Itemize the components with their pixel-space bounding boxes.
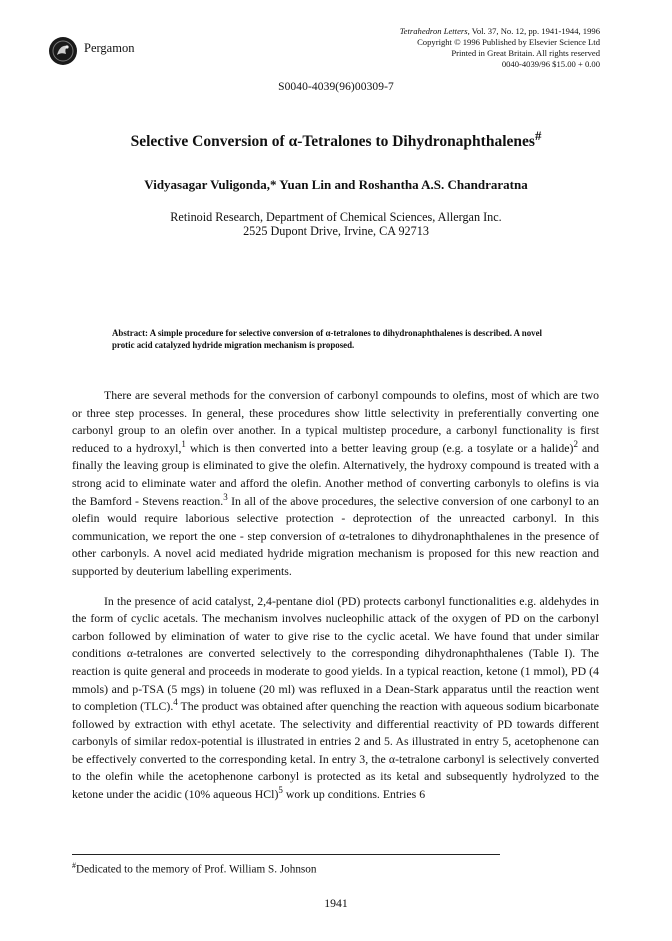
footnote-mark: # (72, 861, 76, 870)
printed-line: Printed in Great Britain. All rights reserved (451, 48, 600, 58)
affiliation (0, 210, 672, 238)
author-list: Vidyasagar Vuligonda,* Yuan Lin and Roshantha A.S. Chandraratna (144, 177, 528, 192)
paragraph-text: which is then converted into a better leaving group (e.g. a tosylate or a halide) (185, 440, 574, 455)
journal-citation (400, 26, 600, 37)
issn-price-line: 0040-4039/96 $15.00 + 0.00 (501, 59, 600, 69)
footnote-divider (72, 854, 500, 855)
affiliation-address: 2525 Dupont Drive, Irvine, CA 92713 (243, 224, 429, 238)
body-paragraph (72, 387, 599, 581)
reference-mark: 5 (278, 785, 283, 796)
publication-info (400, 26, 600, 70)
article-body (72, 387, 599, 804)
reference-mark: 2 (573, 438, 578, 449)
copyright-line: Copyright © 1996 Published by Elsevier Science Ltd (417, 37, 600, 47)
article-title (0, 128, 672, 151)
affiliation-line: Retinoid Research, Department of Chemical Sciences, Allergan Inc. (170, 210, 502, 224)
paragraph-text: work up conditions. Entries 6 (282, 787, 426, 802)
paragraph-text: In all of the above procedures, the selective conversion of one carbonyl to an olefin would require laborious selective protection - deprotection of the unreacted carbonyl. In this communication, we report the one - step conversion of α-tetralones to dihydronaphthalenes in the presence of other carbonyls. A novel acid mediated hydride migration mechanism is proposed for this new reaction and supported by deuterium labelling experiments. (72, 493, 599, 578)
footnote-text: Dedicated to the memory of Prof. William S. Johnson (76, 863, 317, 876)
paragraph-text: In the presence of acid catalyst, 2,4-pentane diol (PD) protects carbonyl functionalities e.g. aldehydes in the form of cyclic acetals. The mechanism involves nucleophilic attack of the oxygen of PD on the carbonyl carbon followed by elimination of water to give rise to the cyclic acetal. We have found that under similar conditions α-tetralones are converted selectively to the corresponding dihydronaphthalenes (Table I). The reaction is quite general and proceeds in moderate to good yields. In a typical reaction, ketone (1 mmol), PD (4 mmols) and p-TSA (5 mgs) in toluene (20 ml) was refluxed in a Dean-Stark apparatus until the reaction went to completion (TLC). (72, 593, 599, 714)
paragraph-text: The product was obtained after quenching the reaction with aqueous sodium bicarbonate followed by extraction with ethyl acetate. The selectivity and differential reactivity of PD towards different carbonyls of similar redox-potential is illustrated in entries 2 and 5. As illustrated in entry 5, acetophenone can be effectively converted to the corresponding ketal. In entry 3, the α-tetralone carbonyl is selectively converted to the olefin while the acetophenone carbonyl is protected as its ketal and subsequently hydrolyzed to the ketone under the acidic (10% aqueous HCl) (72, 699, 599, 802)
footnote (72, 861, 316, 876)
abstract: Abstract: A simple procedure for selective conversion of α-tetralones to dihydronaphthalenes is described. A novel protic acid catalyzed hydride migration mechanism is proposed. (112, 328, 543, 350)
body-paragraph (72, 593, 599, 804)
title-dedication-mark: # (534, 128, 542, 143)
reference-mark: 3 (223, 491, 228, 502)
pergamon-logo-icon (48, 36, 78, 66)
paragraph-text: There are several methods for the conversion of carbonyl compounds to olefins, most of which are two or three step processes. In general, these procedures show little selectivity in preferentially converting one carbonyl group to an olefin over another. In a typical multistep procedure, a carbonyl functionality is first reduced to a hydroxyl, (72, 388, 599, 455)
volume-pages: , Vol. 37, No. 12, pp. 1941-1944, 1996 (467, 26, 600, 36)
article-identifier: S0040-4039(96)00309-7 (278, 81, 394, 93)
page-number: 1941 (324, 896, 348, 910)
publisher-name: Pergamon (84, 41, 135, 55)
reference-mark: 4 (173, 697, 178, 708)
paragraph-text: and finally the leaving group is eliminated to give the olefin. Alternatively, the hydroxy compound is treated with a strong acid to eliminate water and afford the olefin. Another method of converting carbonyls to olefins is via the Bamford - Stevens reaction. (72, 440, 600, 508)
title-text: Selective Conversion of α-Tetralones to Dihydronaphthalenes (130, 133, 535, 151)
reference-mark: 1 (181, 438, 186, 449)
journal-name: Tetrahedron Letters (399, 26, 468, 36)
